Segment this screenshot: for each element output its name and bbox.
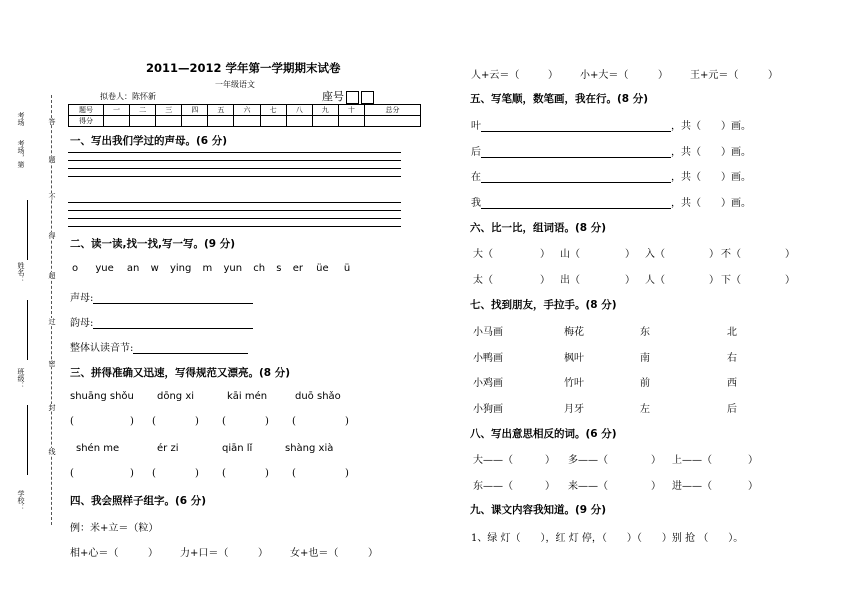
score-input[interactable] xyxy=(234,116,260,127)
q8-item: 上——（ xyxy=(672,455,712,466)
q2-line-label: 声母: xyxy=(70,293,94,304)
paren-open: ( xyxy=(292,468,296,479)
seal-char: 密 xyxy=(48,360,56,367)
q7-drawing[interactable]: 竹叶 xyxy=(564,378,584,389)
q5-suffix: ，共（ xyxy=(671,147,701,158)
q7-drawing[interactable]: 枫叶 xyxy=(564,353,584,364)
q2-line-yunmu xyxy=(70,314,253,329)
q9-line: 1、绿 灯（ ），红 灯 停，（ ）（ ）别 抢 （ ）。 xyxy=(471,533,744,544)
q6-item: 不（ xyxy=(721,249,741,260)
q4-item: 人+云＝（ xyxy=(471,70,520,81)
q6-item: 山（ xyxy=(560,249,580,260)
q4-item: 小+大＝（ xyxy=(580,70,629,81)
q8-close: ） xyxy=(545,455,555,466)
q7-direction[interactable]: 后 xyxy=(727,404,737,415)
score-cell: 六 xyxy=(234,105,260,116)
score-cell: 四 xyxy=(182,105,208,116)
stroke-order-blank[interactable] xyxy=(481,147,671,158)
side-kaochang-no: 考场，第 xyxy=(17,140,25,168)
q8-close: ） xyxy=(545,481,555,492)
score-cell: 一 xyxy=(104,105,130,116)
author-line: 拟卷人：陈怀新 xyxy=(100,92,156,101)
q1-writing-line[interactable] xyxy=(68,176,401,177)
q4-item: 力+口＝（ xyxy=(180,548,229,559)
q8-close: ） xyxy=(651,481,661,492)
q8-close: ） xyxy=(651,455,661,466)
q5-char: 我 xyxy=(471,198,481,209)
seat-box[interactable] xyxy=(346,91,359,104)
q4-close: ） xyxy=(658,70,668,81)
q9-title: 九、课文内容我知道。(9 分) xyxy=(470,504,607,516)
paren-close: ) xyxy=(130,416,134,427)
syllable: yue xyxy=(95,263,114,274)
q8-item: 进——（ xyxy=(672,481,712,492)
q4-item: 相+心＝（ xyxy=(70,548,119,559)
q6-close: ） xyxy=(709,275,719,286)
q5-suffix: ，共（ xyxy=(671,121,701,132)
q7-drawing[interactable]: 月牙 xyxy=(564,404,584,415)
q5-suffix: ，共（ xyxy=(671,198,701,209)
q7-direction[interactable]: 左 xyxy=(640,404,650,415)
q6-item: 大（ xyxy=(473,249,493,260)
q4-item: 王+元＝（ xyxy=(690,70,739,81)
score-table-score-row xyxy=(69,116,421,127)
paren-close: ) xyxy=(345,416,349,427)
q1-writing-line[interactable] xyxy=(68,218,401,219)
q4-close: ） xyxy=(148,548,158,559)
q7-animal[interactable]: 小鸭画 xyxy=(473,353,503,364)
q6-item: 下（ xyxy=(721,275,741,286)
answer-blank[interactable] xyxy=(93,318,253,329)
q6-title: 六、比一比，组词语。(8 分) xyxy=(470,222,607,234)
q5-row xyxy=(471,168,751,183)
pinyin: shén me xyxy=(76,443,120,454)
q1-writing-line[interactable] xyxy=(68,202,401,203)
q8-close: ） xyxy=(748,481,758,492)
paren-close: ) xyxy=(265,416,269,427)
answer-blank[interactable] xyxy=(93,293,253,304)
pinyin: shuāng shǒu xyxy=(70,391,134,402)
q1-writing-line[interactable] xyxy=(68,210,401,211)
q8-item: 多——（ xyxy=(568,455,608,466)
answer-blank[interactable] xyxy=(133,343,248,354)
pinyin: shàng xià xyxy=(285,443,334,454)
score-cell: 题号 xyxy=(69,105,104,116)
paren-open: ( xyxy=(70,416,74,427)
q7-animal[interactable]: 小鸡画 xyxy=(473,378,503,389)
q7-direction[interactable]: 西 xyxy=(727,378,737,389)
score-cell: 二 xyxy=(130,105,156,116)
pinyin: ér zi xyxy=(157,443,179,454)
q3-title: 三、拼得准确又迅速，写得规范又漂亮。(8 分) xyxy=(70,367,291,379)
q5-suffix: ）画。 xyxy=(721,121,751,132)
syllable: w xyxy=(150,263,159,274)
score-cell: 三 xyxy=(156,105,182,116)
side-class-label: 班级： xyxy=(17,368,25,389)
score-cell: 五 xyxy=(208,105,234,116)
pinyin: qiān lǐ xyxy=(222,443,253,454)
side-line-class xyxy=(27,405,28,475)
paren-close: ) xyxy=(130,468,134,479)
q6-close: ） xyxy=(785,275,795,286)
q7-direction[interactable]: 南 xyxy=(640,353,650,364)
q6-item: 入（ xyxy=(645,249,665,260)
q7-direction[interactable]: 东 xyxy=(640,327,650,338)
q1-title: 一、写出我们学过的声母。(6 分) xyxy=(70,135,228,147)
q1-writing-line[interactable] xyxy=(68,160,401,161)
score-input[interactable] xyxy=(365,116,421,127)
q8-item: 东——（ xyxy=(473,481,513,492)
paren-open: ( xyxy=(152,468,156,479)
seat-label: 座号 xyxy=(322,90,344,103)
side-school-label: 学校： xyxy=(17,490,25,511)
q5-char: 在 xyxy=(471,172,481,183)
q2-syllables xyxy=(72,263,350,274)
side-name-label: 姓名： xyxy=(17,262,25,283)
q6-item: 太（ xyxy=(473,275,493,286)
q4-close: ） xyxy=(368,548,378,559)
q4-item: 女+也＝（ xyxy=(290,548,339,559)
score-cell: 七 xyxy=(260,105,286,116)
paren-open: ( xyxy=(222,468,226,479)
q5-suffix: ）画。 xyxy=(721,172,751,183)
q5-char: 后 xyxy=(471,147,481,158)
score-input[interactable] xyxy=(260,116,286,127)
q4-close: ） xyxy=(548,70,558,81)
q7-direction[interactable]: 北 xyxy=(727,327,737,338)
paren-open: ( xyxy=(152,416,156,427)
q5-suffix: ）画。 xyxy=(721,198,751,209)
score-cell: 十 xyxy=(338,105,364,116)
page-title: 2011—2012 学年第一学期期末试卷 xyxy=(146,61,341,75)
q2-line-shengmu xyxy=(70,289,253,304)
syllable: an xyxy=(126,263,140,274)
q7-drawing[interactable]: 梅花 xyxy=(564,327,584,338)
seal-char: 过 xyxy=(48,318,56,325)
seat-number xyxy=(322,88,374,104)
q2-line-label: 韵母: xyxy=(70,318,94,329)
syllable: ying xyxy=(169,263,192,274)
q8-item: 来——（ xyxy=(568,481,608,492)
q7-direction[interactable]: 右 xyxy=(727,353,737,364)
q1-writing-line[interactable] xyxy=(68,226,401,227)
syllable: ch xyxy=(253,263,266,274)
score-cell: 九 xyxy=(312,105,338,116)
side-line-name xyxy=(27,300,28,360)
seal-char: 线 xyxy=(48,448,56,455)
q6-item: 人（ xyxy=(645,275,665,286)
syllable: yun xyxy=(223,263,243,274)
paren-close: ) xyxy=(345,468,349,479)
q5-row xyxy=(471,194,751,209)
score-row-label: 得分 xyxy=(69,116,104,127)
seal-char: 封 xyxy=(48,404,56,411)
q6-close: ） xyxy=(625,249,635,260)
q5-row xyxy=(471,143,751,158)
score-input[interactable] xyxy=(182,116,208,127)
paren-open: ( xyxy=(292,416,296,427)
q2-title: 二、读一读,找一找,写一写。(9 分) xyxy=(70,238,236,250)
score-input[interactable] xyxy=(312,116,338,127)
stroke-order-blank[interactable] xyxy=(481,121,671,132)
q7-animal[interactable]: 小狗画 xyxy=(473,404,503,415)
pinyin: dōng xi xyxy=(157,391,195,402)
paren-close: ) xyxy=(195,468,199,479)
q6-close: ） xyxy=(785,249,795,260)
score-table xyxy=(68,104,421,127)
page-subtitle: 一年级语文 xyxy=(215,80,255,89)
score-cell: 八 xyxy=(286,105,312,116)
q8-close: ） xyxy=(748,455,758,466)
q5-row xyxy=(471,117,751,132)
q8-title: 八、写出意思相反的词。(6 分) xyxy=(470,428,617,440)
q5-suffix: ）画。 xyxy=(721,147,751,158)
syllable: ü xyxy=(343,263,351,274)
seal-char: 不 xyxy=(48,193,56,200)
q5-char: 叶 xyxy=(471,121,481,132)
q4-close: ） xyxy=(768,70,778,81)
paren-open: ( xyxy=(70,468,74,479)
q4-title: 四、我会照样子组字。(6 分) xyxy=(70,495,207,507)
paren-close: ) xyxy=(195,416,199,427)
stroke-order-blank[interactable] xyxy=(481,198,671,209)
q6-item: 出（ xyxy=(560,275,580,286)
side-kaochang: 考场 xyxy=(17,112,25,126)
score-input[interactable] xyxy=(286,116,312,127)
seal-char: 答 xyxy=(48,118,56,125)
q6-close: ） xyxy=(540,249,550,260)
syllable: o xyxy=(72,263,79,274)
paren-open: ( xyxy=(222,416,226,427)
q4-close: ） xyxy=(258,548,268,559)
score-table-header-row xyxy=(69,105,421,116)
paren-close: ) xyxy=(265,468,269,479)
q2-line-label: 整体认读音节: xyxy=(70,343,134,354)
q1-writing-line[interactable] xyxy=(68,152,401,153)
q5-suffix: ，共（ xyxy=(671,172,701,183)
seal-char: 超 xyxy=(48,272,56,279)
q7-animal[interactable]: 小马画 xyxy=(473,327,503,338)
score-input[interactable] xyxy=(338,116,364,127)
side-line-exam xyxy=(27,200,28,260)
q6-close: ） xyxy=(709,249,719,260)
syllable: er xyxy=(292,263,303,274)
syllable: üe xyxy=(316,263,329,274)
q6-close: ） xyxy=(540,275,550,286)
syllable: s xyxy=(276,263,282,274)
seat-box[interactable] xyxy=(361,91,374,104)
q8-item: 大——（ xyxy=(473,455,513,466)
q7-direction[interactable]: 前 xyxy=(640,378,650,389)
score-input[interactable] xyxy=(104,116,130,127)
q1-writing-line[interactable] xyxy=(68,168,401,169)
q5-title: 五、写笔顺，数笔画，我在行。(8 分) xyxy=(470,93,649,105)
score-cell: 总分 xyxy=(365,105,421,116)
syllable: m xyxy=(202,263,213,274)
q2-line-zhengti xyxy=(70,339,248,354)
score-input[interactable] xyxy=(208,116,234,127)
q6-close: ） xyxy=(625,275,635,286)
q4-example: 例：米+立＝（粒） xyxy=(70,523,159,534)
seal-char: 得 xyxy=(48,232,56,239)
score-input[interactable] xyxy=(130,116,156,127)
stroke-order-blank[interactable] xyxy=(481,172,671,183)
score-input[interactable] xyxy=(156,116,182,127)
seal-char: 题 xyxy=(48,156,56,163)
q7-title: 七、找到朋友，手拉手。(8 分) xyxy=(470,299,617,311)
pinyin: kāi mén xyxy=(227,391,268,402)
pinyin: duō shǎo xyxy=(295,391,341,402)
